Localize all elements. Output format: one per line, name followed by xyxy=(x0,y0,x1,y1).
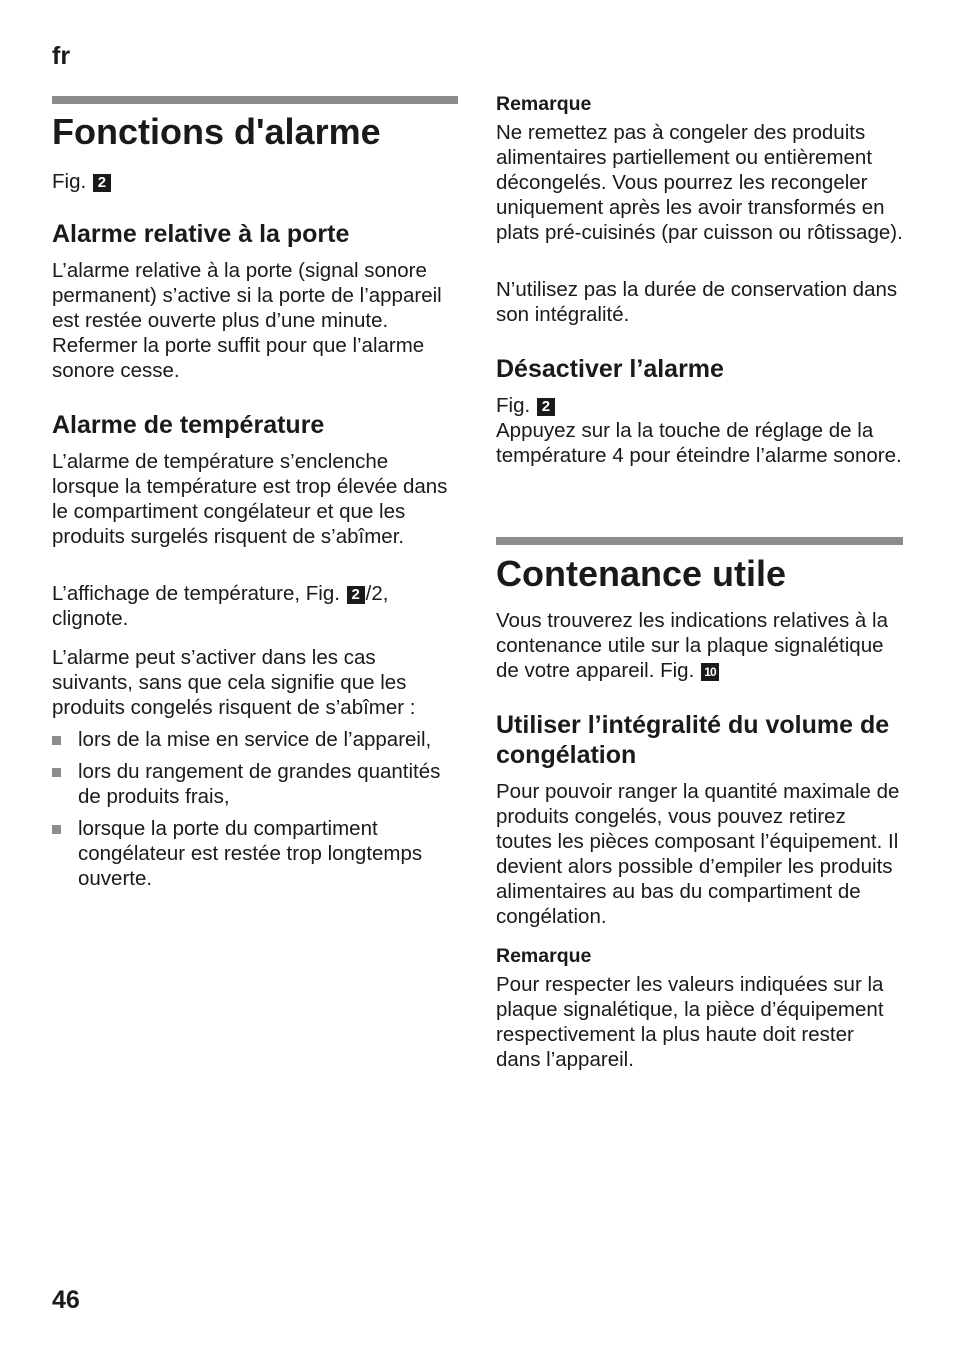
list-item xyxy=(52,759,458,809)
list-item-text: lorsque la porte du compartiment congélateur est restée trop longtemps ouverte. xyxy=(78,817,423,890)
temperature-alarm-text: L’alarme de température s’enclenche lorsque la température est trop élevée dans le compartiment congélateur et que les produits surgelés risquent de s’abîmer. xyxy=(52,450,448,548)
heading-deactivate-alarm: Désactiver l’alarme xyxy=(496,355,724,383)
heading-full-volume: Utiliser l’intégralité du volume de congélation xyxy=(496,711,890,769)
capacity-text-body: Vous trouverez les indications relatives à la contenance utile sur la plaque signalétique de votre appareil. Fig. xyxy=(496,609,888,682)
note-text-nameplate: Pour respecter les valeurs indiquées sur la plaque signalétique, la pièce d’équipement respectivement la plus haute doit rester dans l’appareil. xyxy=(496,973,884,1071)
heading-temperature-alarm: Alarme de température xyxy=(52,411,325,439)
list-item-text: lors de la mise en service de l’appareil, xyxy=(78,728,432,751)
bullet-square-icon xyxy=(52,825,61,834)
fig-label: Fig. xyxy=(496,394,531,417)
section-rule xyxy=(52,96,458,104)
note-text-refreeze: Ne remettez pas à congeler des produits alimentaires partiellement ou entièrement décongelés. Vous pourrez les recongeler uniquement après les avoir transformés en plats pré-cuisinés (par cuisson ou rôtissage). xyxy=(496,121,903,244)
capacity-text xyxy=(496,608,903,683)
list-item xyxy=(52,727,458,752)
door-alarm-text: L’alarme relative à la porte (signal sonore permanent) s’active si la porte de l’appareil est restée ouverte plus d’une minute. Refermer la porte suffit pour que l’alarme sonore cesse. xyxy=(52,259,442,382)
note-text-storage: N’utilisez pas la durée de conservation dans son intégralité. xyxy=(496,278,898,326)
note-label: Remarque xyxy=(496,945,592,967)
deactivate-alarm-text: Appuyez sur la la touche de réglage de la température 4 pour éteindre l’alarme sonore. xyxy=(496,419,902,467)
full-volume-text: Pour pouvoir ranger la quantité maximale de produits congelés, vous pouvez retirez toutes les pièces composant l’équipement. Il devient alors possible d’empiler les produits alimentaires au bas du compartiment de congélation. xyxy=(496,780,900,928)
fig-label: Fig. xyxy=(52,170,87,193)
temperature-display-text-pre: L’affichage de température, Fig. xyxy=(52,582,340,605)
fig-number-badge: 2 xyxy=(347,586,365,604)
page-number: 46 xyxy=(52,1286,80,1314)
alarm-cases-list xyxy=(52,727,458,898)
list-item-text: lors du rangement de grandes quantités de produits frais, xyxy=(78,760,441,808)
fig-reference xyxy=(496,393,556,418)
temperature-display-text-post: /2, clignote. xyxy=(52,582,389,630)
fig-number-badge: 2 xyxy=(93,174,111,192)
note-label: Remarque xyxy=(496,93,592,115)
language-tag: fr xyxy=(52,42,71,70)
bullet-square-icon xyxy=(52,736,61,745)
section-title-capacity: Contenance utile xyxy=(496,553,787,594)
bullet-square-icon xyxy=(52,768,61,777)
list-item xyxy=(52,816,458,891)
heading-door-alarm: Alarme relative à la porte xyxy=(52,220,350,248)
section-rule xyxy=(496,537,903,545)
fig-reference xyxy=(52,169,112,194)
alarm-cases-intro: L’alarme peut s’activer dans les cas suivants, sans que cela signifie que les produits congelés risquent de s’abîmer : xyxy=(52,646,416,719)
section-title-alarm-functions: Fonctions d'alarme xyxy=(52,111,381,152)
temperature-display-text xyxy=(52,581,458,631)
fig-number-badge: 10 xyxy=(701,663,719,681)
fig-number-badge: 2 xyxy=(537,398,555,416)
